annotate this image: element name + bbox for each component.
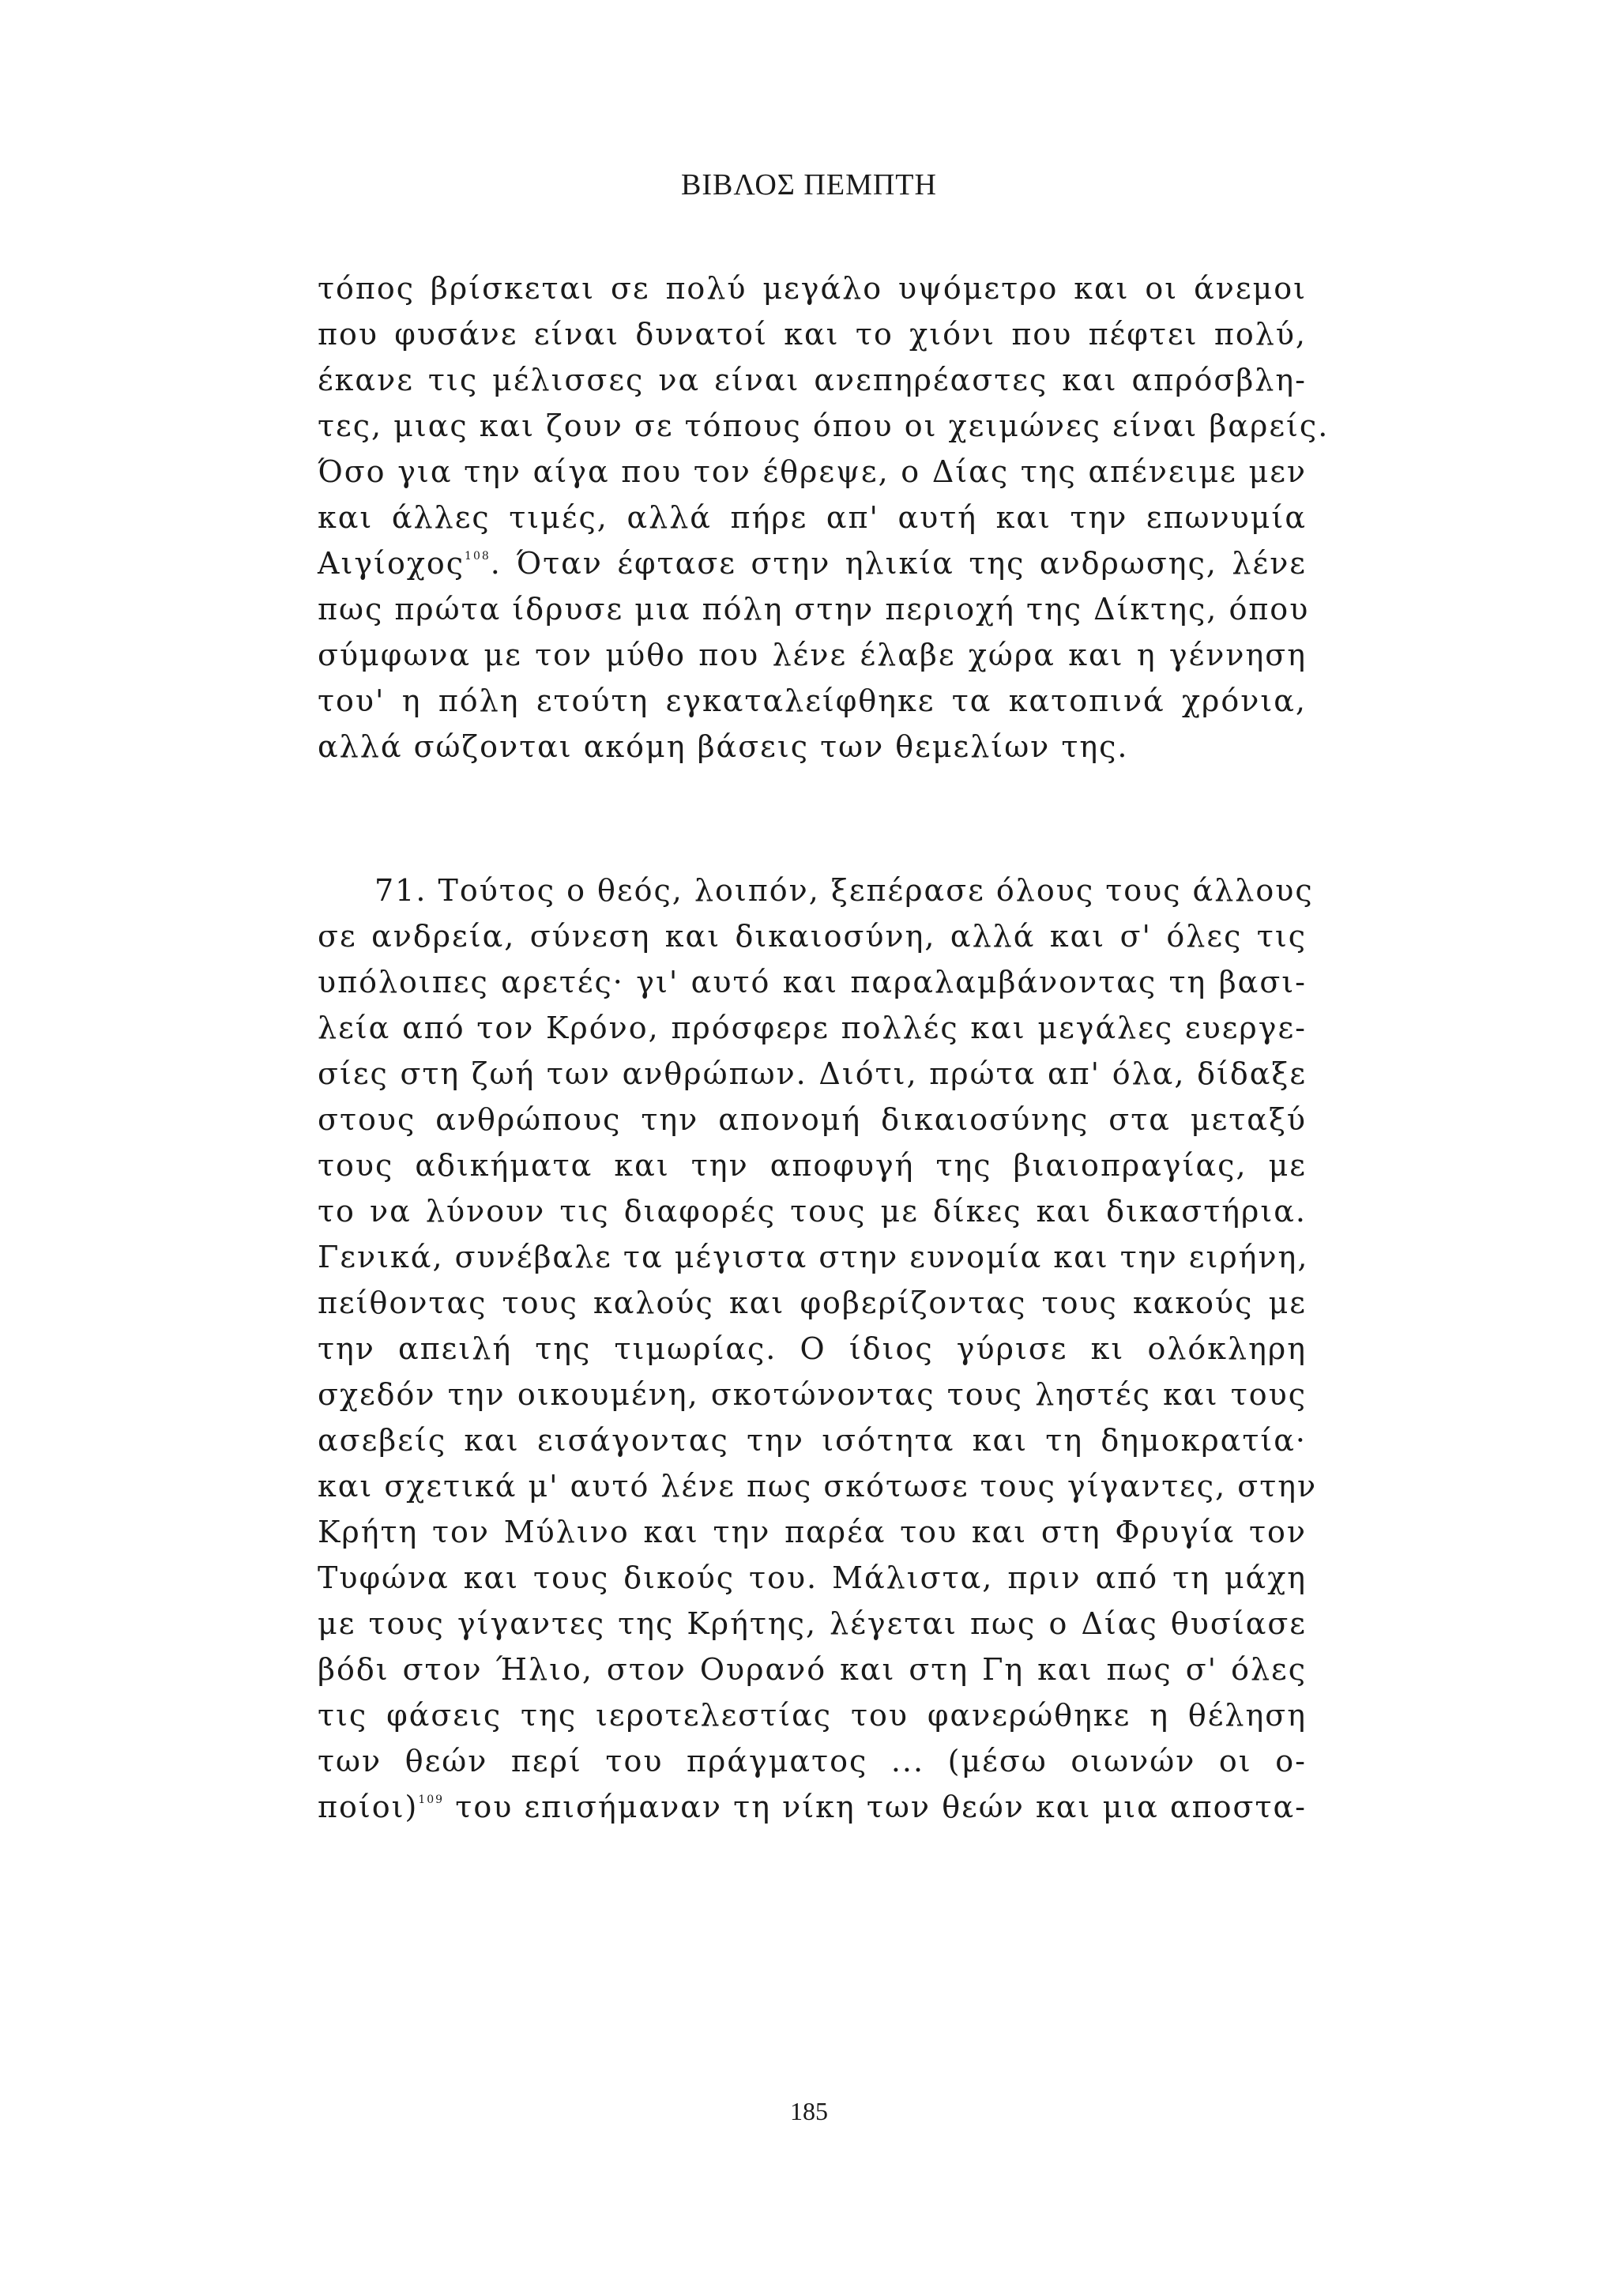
text-line: 71. Τούτος ο θεός, λοιπόν, ξεπέρασε όλους τους άλλους bbox=[374, 873, 1314, 908]
text-line: τους αδικήματα και την αποφυγή της βιαιοπραγίας, με bbox=[318, 1148, 1307, 1183]
text-span: ποίοι) bbox=[318, 1790, 419, 1824]
text-line: του' η πόλη ετούτη εγκαταλείφθηκε τα κατοπινά χρόνια, bbox=[318, 683, 1307, 718]
text-line: στους ανθρώπους την απονομή δικαιοσύνης στα μεταξύ bbox=[318, 1102, 1307, 1137]
text-line: Όσο για την αίγα που τον έθρεψε, ο Δίας της απένειμε μεν bbox=[318, 454, 1307, 489]
text-line: βόδι στον Ήλιο, στον Ουρανό και στη Γη και πως σ' όλες bbox=[318, 1652, 1307, 1687]
text-line: των θεών περί του πράγματος ... (μέσω οιωνών οι ο- bbox=[318, 1744, 1307, 1778]
page-header-title: ΒΙΒΛΟΣ ΠΕΜΠΤΗ bbox=[681, 168, 937, 201]
text-line: Κρήτη τον Μύλινο και την παρέα του και στη Φρυγία τον bbox=[318, 1515, 1307, 1549]
footnote-marker-109: 109 bbox=[418, 1794, 445, 1806]
text-span: του επισήμαναν τη νίκη των θεών και μια αποστα- bbox=[444, 1790, 1307, 1824]
text-line: που φυσάνε είναι δυνατοί και το χιόνι που πέφτει πολύ, bbox=[318, 317, 1307, 352]
paragraph-continuation bbox=[318, 265, 1330, 770]
text-line: και άλλες τιμές, αλλά πήρε απ' αυτή και την επωνυμία bbox=[318, 500, 1307, 535]
text-span: . Όταν έφτασε στην ηλικία της ανδρωσης, λένε bbox=[490, 546, 1307, 581]
text-line: υπόλοιπες αρετές· γι' αυτό και παραλαμβάνοντας τη βασι- bbox=[318, 965, 1307, 999]
text-line: τες, μιας και ζουν σε τόπους όπου οι χειμώνες είναι βαρείς. bbox=[318, 408, 1330, 443]
text-line: έκανε τις μέλισσες να είναι ανεπηρέαστες και απρόσβλη- bbox=[318, 363, 1307, 397]
text-line-with-footnote bbox=[318, 1784, 1307, 1830]
text-line: και σχετικά μ' αυτό λένε πως σκότωσε τους γίγαντες, στην bbox=[318, 1469, 1318, 1504]
text-line: σύμφωνα με τον μύθο που λένε έλαβε χώρα και η γέννηση bbox=[318, 638, 1307, 672]
text-line: τις φάσεις της ιεροτελεστίας του φανερώθηκε η θέληση bbox=[318, 1698, 1307, 1733]
text-line: με τους γίγαντες της Κρήτης, λέγεται πως ο Δίας θυσίασε bbox=[318, 1606, 1307, 1641]
text-line: αλλά σώζονται ακόμη βάσεις των θεμελίων της. bbox=[318, 729, 1129, 764]
page-number: 185 bbox=[790, 2097, 828, 2125]
text-line-with-footnote bbox=[318, 540, 1307, 586]
text-line: σχεδόν την οικουμένη, σκοτώνοντας τους ληστές και τους bbox=[318, 1377, 1307, 1412]
text-line: ασεβείς και εισάγοντας την ισότητα και τη δημοκρατία· bbox=[318, 1423, 1307, 1458]
footnote-marker-108: 108 bbox=[465, 550, 491, 563]
text-line: σε ανδρεία, σύνεση και δικαιοσύνη, αλλά και σ' όλες τις bbox=[318, 919, 1307, 954]
paragraph-71 bbox=[318, 868, 1318, 1830]
text-line: την απειλή της τιμωρίας. Ο ίδιος γύρισε κι ολόκληρη bbox=[318, 1331, 1307, 1366]
text-line: το να λύνουν τις διαφορές τους με δίκες και δικαστήρια. bbox=[318, 1194, 1307, 1229]
text-line: πως πρώτα ίδρυσε μια πόλη στην περιοχή της Δίκτης, όπου bbox=[318, 592, 1310, 627]
text-line: Τυφώνα και τους δικούς του. Μάλιστα, πριν από τη μάχη bbox=[318, 1560, 1307, 1595]
text-line: σίες στη ζωή των ανθρώπων. Διότι, πρώτα απ' όλα, δίδαξε bbox=[318, 1056, 1307, 1091]
text-line: λεία από τον Κρόνο, πρόσφερε πολλές και μεγάλες ευεργε- bbox=[318, 1011, 1307, 1045]
text-line: Γενικά, συνέβαλε τα μέγιστα στην ευνομία και την ειρήνη, bbox=[318, 1240, 1309, 1274]
text-line: πείθοντας τους καλούς και φοβερίζοντας τους κακούς με bbox=[318, 1285, 1307, 1320]
text-span: Αιγίοχος bbox=[318, 546, 465, 581]
text-line: τόπος βρίσκεται σε πολύ μεγάλο υψόμετρο και οι άνεμοι bbox=[318, 271, 1307, 306]
